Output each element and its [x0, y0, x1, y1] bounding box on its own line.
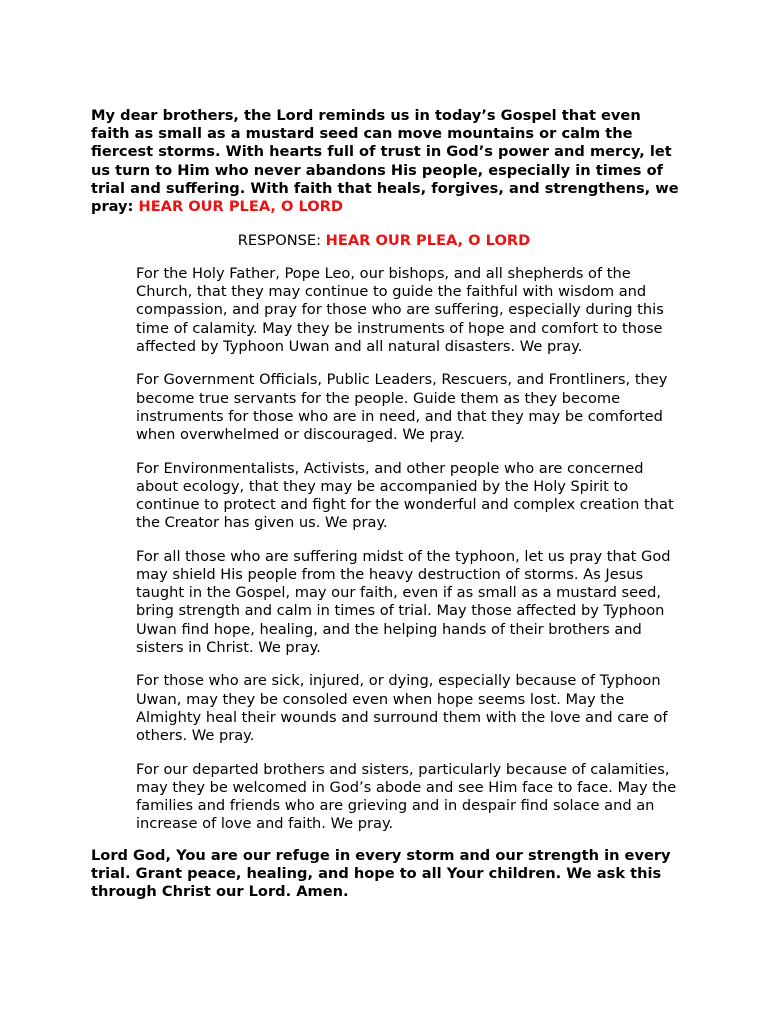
introduction-text: My dear brothers, the Lord reminds us in today’s Gospel that even faith as small as a mustard seed can move mountains or calm the fiercest storms. With hearts full of trust in God’s power and mercy, let us turn to Him who never abandons His people, especially in times of trial and suffering. With faith that heals, forgives, and strengthens, we pray:: [91, 107, 679, 216]
intention-departed: For our departed brothers and sisters, particularly because of calamities, may they be welcomed in God’s abode and see Him face to face. May the families and friends who are grieving and in despair find solace and an increase of love and faith. We pray.: [136, 760, 677, 833]
intention-typhoon-sufferers: For all those who are suffering midst of the typhoon, let us pray that God may shield His people from the heavy destruction of storms. As Jesus taught in the Gospel, may our faith, even if as small as a mustard seed, bring strength and calm in times of trial. May those affected by Typhoon Uwan find hope, healing, and the helping hands of their brothers and sisters in Christ. We pray.: [136, 547, 671, 656]
introduction-paragraph: [91, 107, 681, 216]
response-plea: HEAR OUR PLEA, O LORD: [325, 232, 531, 249]
intention-environmentalists: For Environmentalists, Activists, and other people who are concerned about ecology, that they may be accompanied by the Holy Spirit to continue to protect and fight for the wonderful and complex creation that the Creator has given us. We pray.: [136, 459, 674, 532]
closing-prayer: Lord God, You are our refuge in every storm and our strength in every trial. Grant peace, healing, and hope to all Your children. We ask this through Christ our Lord. Amen.: [91, 847, 671, 901]
prayer-intentions-list: [136, 265, 681, 849]
response-label: RESPONSE:: [237, 232, 326, 249]
introduction-plea: HEAR OUR PLEA, O LORD: [138, 198, 344, 216]
intention-government-officials: For Government Officials, Public Leaders, Rescuers, and Frontliners, they become true servants for the people. Guide them as they become instruments for those who are in need, and that they may be comforted when overwhelmed or discouraged. We pray.: [136, 371, 668, 444]
intention-sick-injured-dying: For those who are sick, injured, or dying, especially because of Typhoon Uwan, may they be consoled even when hope seems lost. May the Almighty heal their wounds and surround them with the love and care of others. We pray.: [136, 672, 668, 745]
intention-holy-father: For the Holy Father, Pope Leo, our bishops, and all shepherds of the Church, that they may continue to guide the faithful with wisdom and compassion, and pray for those who are suffering, especially during this time of calamity. May they be instruments of hope and comfort to those affected by Typhoon Uwan and all natural disasters. We pray.: [136, 265, 664, 355]
response-line: [0, 231, 768, 251]
